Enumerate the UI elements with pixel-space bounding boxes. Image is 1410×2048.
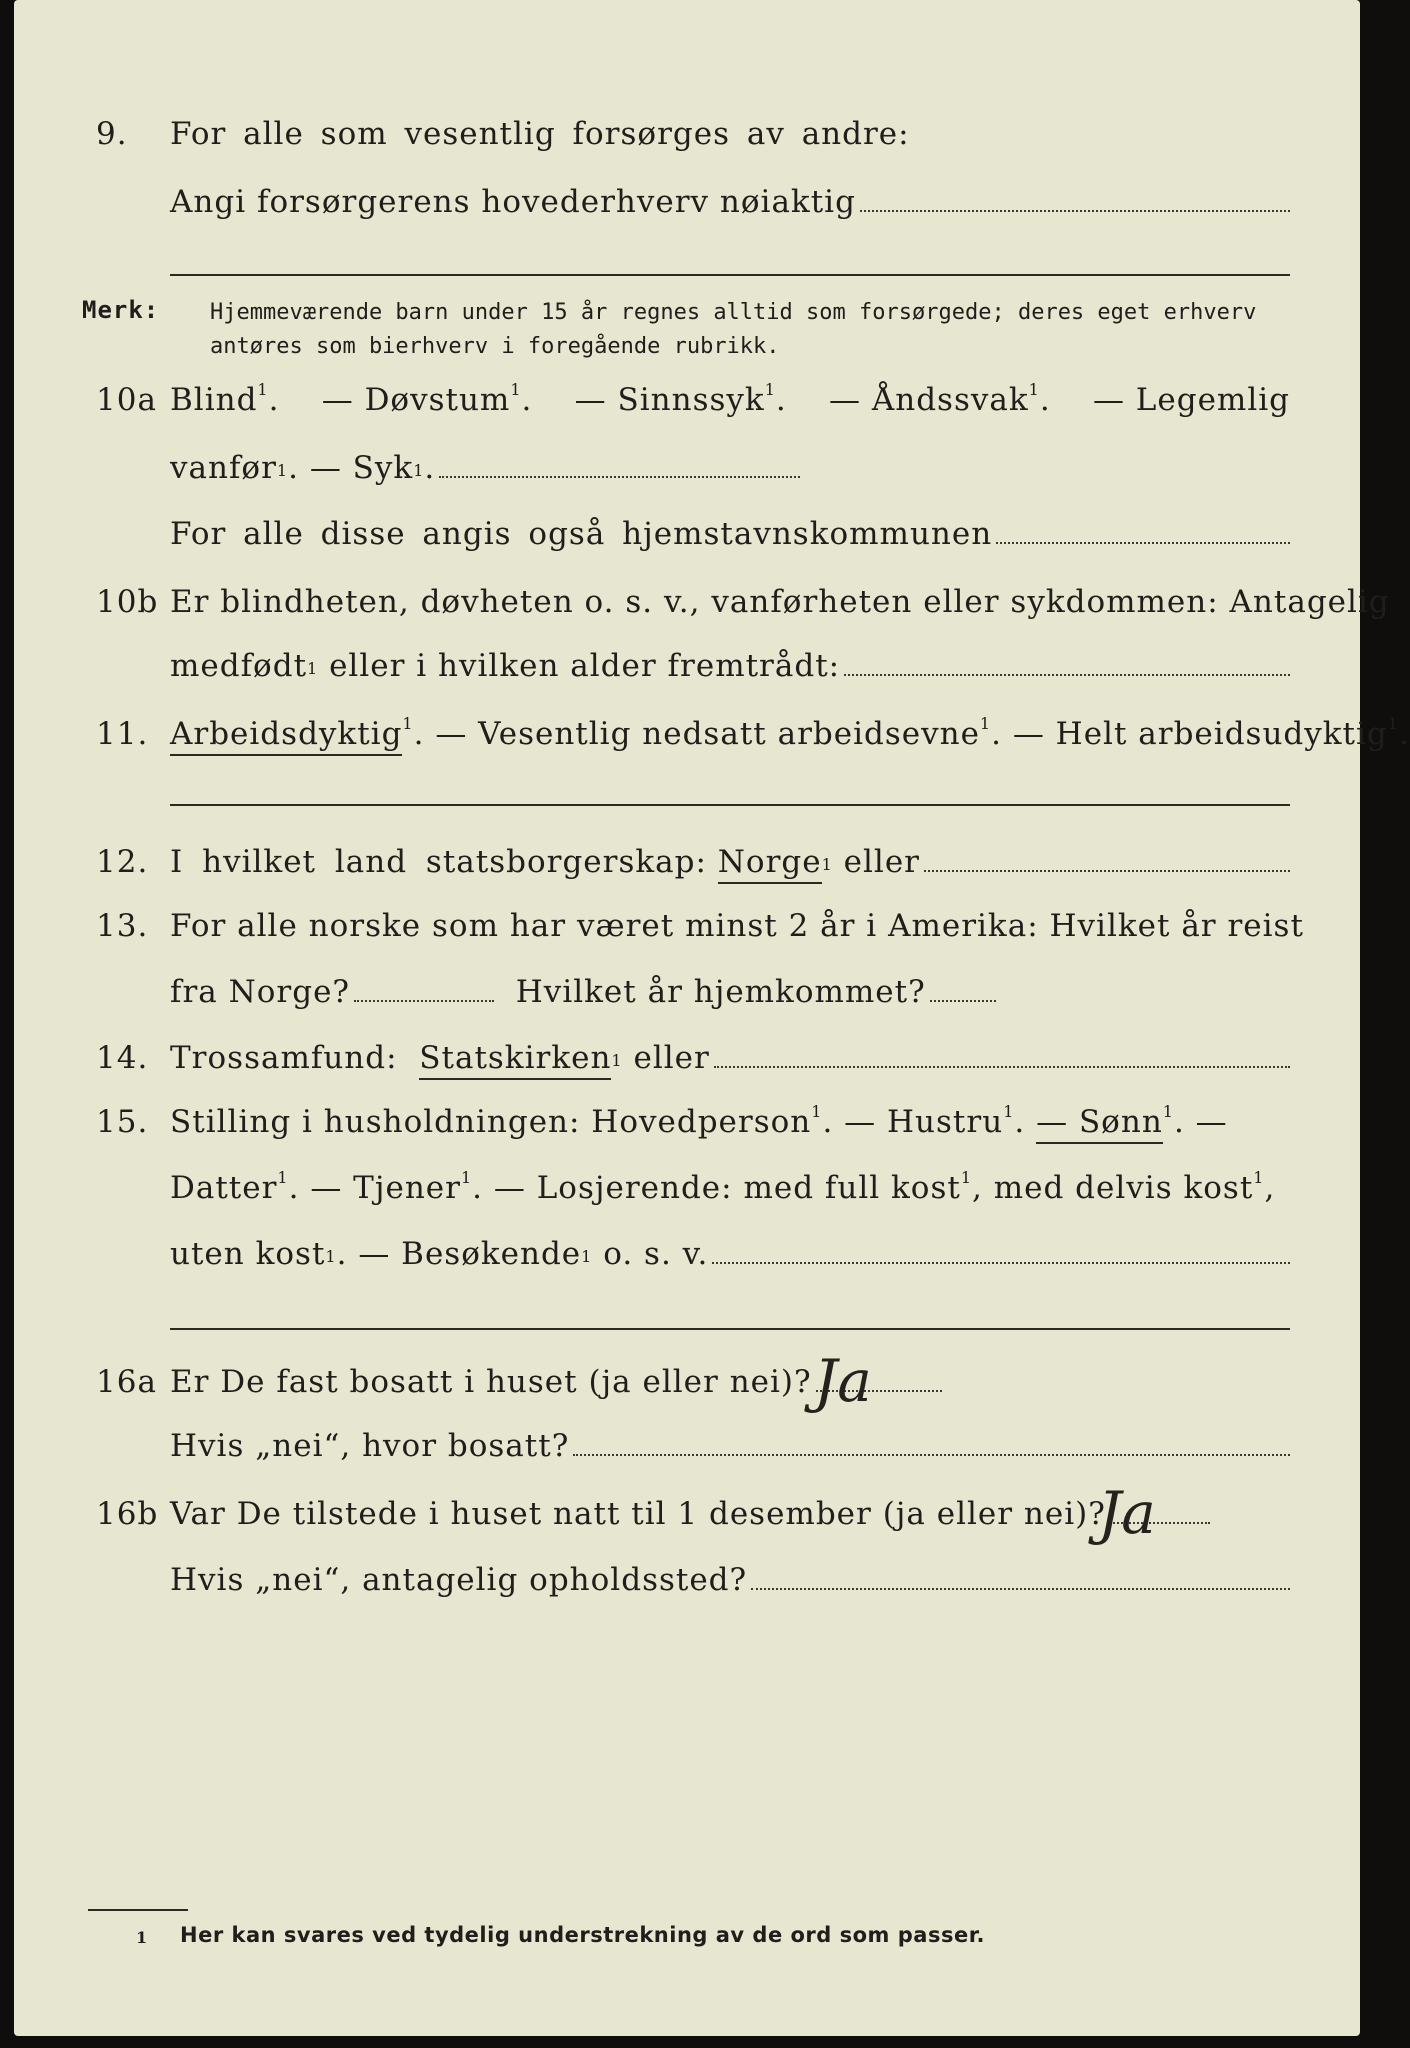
footnote-ref: 1 — [510, 380, 522, 399]
question-number: 13. — [96, 908, 149, 944]
answer-field-alder[interactable] — [844, 648, 1290, 676]
question-text: o. s. v. — [603, 1236, 709, 1272]
question-number: 10a — [96, 382, 157, 418]
answer-line-11[interactable] — [170, 804, 1290, 806]
option-arbeidsdyktig[interactable]: Arbeidsdyktig — [170, 716, 402, 756]
footnote-ref: 1 — [325, 1247, 337, 1266]
separator: . — — [1173, 1104, 1228, 1140]
question-text: For alle disse angis også hjemstavnskommunen — [170, 516, 993, 552]
answer-field-trossamfund[interactable] — [714, 1040, 1290, 1068]
question-number: 12. — [96, 844, 149, 880]
option-blind[interactable]: Blind — [170, 382, 258, 418]
option-vanfor[interactable]: vanfør — [170, 450, 277, 486]
answer-field-opholdssted[interactable] — [751, 1562, 1290, 1590]
option-besokende[interactable]: — Besøkende — [358, 1236, 582, 1272]
merk-line-2: antøres som bierhverv i foregående rubrikk. — [210, 334, 780, 359]
option-norge[interactable]: Norge — [718, 844, 822, 884]
footnote-ref: 1 — [960, 1168, 973, 1187]
footnote-ref: 1 — [413, 461, 425, 480]
option-datter[interactable]: Datter — [170, 1170, 278, 1206]
footnote-ref: 1 — [1253, 1168, 1265, 1187]
question-text: For alle norske som har været minst 2 år i Amerika: Hvilket år reist — [170, 908, 1304, 944]
answer-line-9b[interactable] — [170, 274, 1290, 276]
footnote-ref: 1 — [1387, 714, 1399, 733]
question-number: 16a — [96, 1364, 157, 1400]
question-text: eller — [633, 1040, 710, 1076]
question-text: Trossamfund: — [170, 1040, 398, 1076]
option-sinnssyk[interactable]: — Sinnssyk — [574, 382, 765, 418]
answer-field-hvor-bosatt[interactable] — [573, 1428, 1290, 1456]
question-number: 16b — [96, 1496, 159, 1532]
footnote-text: Her kan svares ved tydelig understrekning av de ord som passer. — [180, 1923, 986, 1947]
answer-field-hjemstavn[interactable] — [996, 516, 1290, 544]
footnote-ref: 1 — [1003, 1102, 1015, 1121]
merk-line-1: Hjemmeværende barn under 15 år regnes alltid som forsørgede; deres eget erhverv — [210, 300, 1257, 325]
question-text: Er De fast bosatt i huset (ja eller nei)? — [170, 1364, 812, 1400]
option-legemlig[interactable]: — Legemlig — [1092, 382, 1290, 418]
answer-field-land[interactable] — [924, 844, 1290, 872]
option-hovedperson[interactable]: Stilling i husholdningen: Hovedperson — [170, 1104, 812, 1140]
footnote-ref: 1 — [402, 714, 414, 733]
answer-field-syk[interactable] — [439, 450, 800, 478]
footnote-mark: 1 — [136, 1928, 148, 1947]
option-statskirken[interactable]: Statskirken — [419, 1040, 611, 1080]
answer-field-9[interactable] — [860, 184, 1290, 212]
handwritten-answer-16b: Ja — [1098, 1479, 1156, 1547]
footnote-ref: 1 — [581, 1247, 593, 1266]
footnote-rule — [88, 1909, 188, 1911]
question-text: eller — [843, 844, 920, 880]
question-number: 9. — [96, 116, 128, 152]
question-text: Var De tilstede i huset natt til 1 desember (ja eller nei)? — [170, 1496, 1106, 1532]
question-text: Hvilket år hjemkommet? — [515, 974, 926, 1010]
answer-field-hjemkommet[interactable] — [930, 974, 996, 1002]
footnote-ref: 1 — [1162, 1102, 1174, 1121]
option-tjener[interactable]: — Tjener — [310, 1170, 461, 1206]
census-form-page: 9. For alle som vesentlig forsørges av andre: Angi forsørgerens hovederhverv nøiaktig Merk: Hjemmeværende barn under 15 år regnes alltid som forsørgede; deres eget erhverv antøres som bierhverv i foregående rubrikk. 10a Blind$^1$. — Døvstum$^1$. — Sinnssyk$^1$. — Åndssvak$^1$. — Legemlig vanfør $^1$ . — Syk $^1$ . For alle disse angis også hjemstavnskommunen 10b Er blindheten, døvheten o. s. v., vanførheten eller sykdommen: Antagelig medfødt $^1$ eller i hvilken alder fremtrådt: 11. Arbeidsdyktig$^1$. — Vesentlig nedsatt arbeidsevne$^1$. — Helt arbeidsudyktig$^1$. 12. I hvilket land statsborgerskap: Norge $^1$ eller 13. For alle norske som har været minst 2 år i Amerika: Hvilket år reist fra Norge? Hvilket år hjemkommet? 14. Trossamfund: Statskirken $^1$ eller 15. Stilling i husholdningen: Hovedperson$^1$. — Hustru$^1$. — Sønn$^1$. — Datter$^1$. — Tjener$^1$. — Losjerende: med full kost$^1$, med delvis kost$^1$, uten kost $^1$ . — Besøkende $^1$ o. s. v. 16a Er De fast bosatt i huset (ja eller nei)? Ja Hvis „nei“, hvor bosatt? 16b Var De tilstede i huset natt til 1 desember (ja eller nei)? Ja Hvis „nei“, antagelig opholdssted? 1 Her kan svares ved tydelig understrekning av de ord som passer. — [14, 0, 1360, 2036]
question-text: fra Norge? — [170, 974, 351, 1010]
option-dovstum[interactable]: — Døvstum — [321, 382, 511, 418]
option-sonn[interactable]: — Sønn — [1036, 1104, 1163, 1144]
answer-field-stilling[interactable] — [712, 1236, 1290, 1264]
answer-field-reist[interactable] — [354, 974, 494, 1002]
question-text: Er blindheten, døvheten o. s. v., vanførheten eller sykdommen: Antagelig — [170, 584, 1390, 620]
option-hustru[interactable]: — Hustru — [844, 1104, 1004, 1140]
footnote-ref: 1 — [1028, 380, 1040, 399]
question-text: Hvis „nei“, hvor bosatt? — [170, 1428, 570, 1464]
merk-label: Merk: — [82, 296, 160, 324]
question-number: 10b — [96, 584, 159, 620]
question-text: Hvis „nei“, antagelig opholdssted? — [170, 1562, 748, 1598]
question-number: 15. — [96, 1104, 149, 1140]
footnote-ref: 1 — [257, 380, 269, 399]
option-syk[interactable]: — Syk — [309, 450, 414, 486]
question-text: eller i hvilken alder fremtrådt: — [329, 648, 841, 684]
footnote-ref: 1 — [307, 659, 319, 678]
option-delvis-kost[interactable]: , med delvis kost — [972, 1170, 1254, 1206]
handwritten-answer-16a: Ja — [814, 1347, 872, 1415]
footnote-ref: 1 — [611, 1051, 623, 1070]
footnote-ref: 1 — [979, 714, 992, 733]
footnote-ref: 1 — [460, 1168, 473, 1187]
answer-line-15[interactable] — [170, 1328, 1290, 1330]
option-full-kost[interactable]: — Losjerende: med full kost — [493, 1170, 961, 1206]
footnote-ref: 1 — [764, 380, 776, 399]
option-nedsatt[interactable]: — Vesentlig nedsatt arbeidsevne — [435, 716, 980, 752]
option-medfodt[interactable]: medfødt — [170, 648, 308, 684]
question-text: For alle som vesentlig forsørges av andre: — [170, 116, 910, 152]
option-udyktig[interactable]: — Helt arbeidsudyktig — [1012, 716, 1388, 752]
option-andssvak[interactable]: — Åndssvak — [829, 382, 1029, 418]
question-text: I hvilket land statsborgerskap: — [170, 844, 707, 880]
question-text: Angi forsørgerens hovederhverv nøiaktig — [170, 184, 856, 220]
option-uten-kost[interactable]: uten kost — [170, 1236, 326, 1272]
footnote-ref: 1 — [276, 461, 289, 480]
footnote-ref: 1 — [277, 1168, 289, 1187]
question-number: 11. — [96, 716, 149, 752]
question-number: 14. — [96, 1040, 149, 1076]
footnote-ref: 1 — [821, 855, 833, 874]
footnote-ref: 1 — [811, 1102, 823, 1121]
